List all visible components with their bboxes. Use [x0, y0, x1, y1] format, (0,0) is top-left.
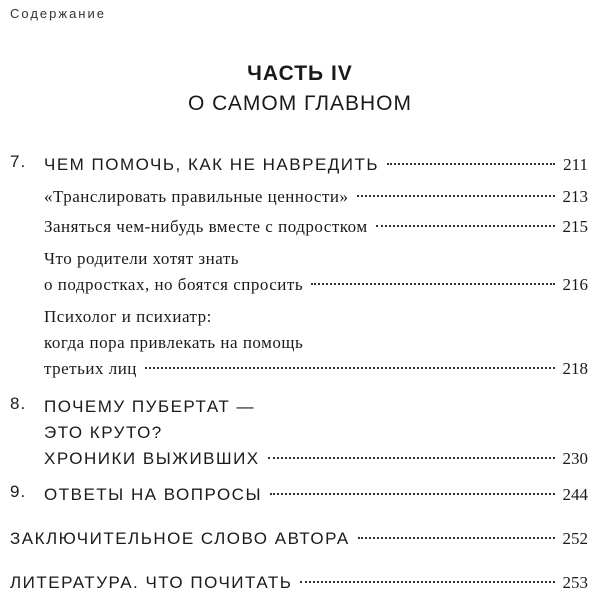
page-number: 216	[562, 275, 588, 294]
page-number: 215	[562, 217, 588, 236]
toc-entry-title: ЗАКЛЮЧИТЕЛЬНОЕ СЛОВО АВТОРА	[10, 529, 350, 548]
toc-entry-title-line: ПОЧЕМУ ПУБЕРТАТ —	[44, 397, 255, 416]
chapter-number: 8.	[10, 394, 27, 413]
page-number: 253	[562, 573, 588, 592]
toc-entry-chapter-9[interactable]	[0, 482, 600, 508]
toc-entry-title-line: третьих лиц	[44, 359, 137, 378]
toc-entry-values[interactable]	[0, 184, 600, 210]
page-number: 213	[562, 187, 588, 206]
toc-entry-chapter-7[interactable]	[0, 152, 600, 178]
toc-entry-title: «Транслировать правильные ценности»	[44, 187, 349, 206]
toc-entry-title-line: Что родители хотят знать	[44, 249, 239, 268]
toc-entry-parents-questions[interactable]	[0, 246, 600, 298]
toc-entry-afterword[interactable]	[0, 526, 600, 552]
page-number: 218	[562, 359, 588, 378]
dot-leader	[358, 537, 555, 539]
toc-entry-title-line: ЭТО КРУТО?	[44, 423, 163, 442]
dot-leader	[311, 283, 554, 285]
toc-entry-title: ОТВЕТЫ НА ВОПРОСЫ	[44, 485, 263, 504]
page-number: 230	[562, 449, 588, 468]
toc-entry-together[interactable]	[0, 214, 600, 240]
page-number: 252	[562, 529, 588, 548]
chapter-number: 9.	[10, 482, 27, 501]
running-head: Содержание	[10, 6, 106, 21]
dot-leader	[357, 195, 555, 197]
toc-entry-psychologist[interactable]	[0, 304, 600, 382]
page-number: 244	[562, 485, 588, 504]
toc-entry-title-line: когда пора привлекать на помощь	[44, 333, 304, 352]
toc-entry-title-line: ХРОНИКИ ВЫЖИВШИХ	[44, 449, 260, 468]
toc-entry-title: ЧЕМ ПОМОЧЬ, КАК НЕ НАВРЕДИТЬ	[44, 155, 380, 174]
dot-leader	[145, 367, 555, 369]
dot-leader	[376, 225, 555, 227]
dot-leader	[387, 163, 555, 165]
dot-leader	[270, 493, 554, 495]
toc-entry-title-line: Психолог и психиатр:	[44, 307, 212, 326]
dot-leader	[300, 581, 554, 583]
toc-entry-title: ЛИТЕРАТУРА. ЧТО ПОЧИТАТЬ	[10, 573, 293, 592]
toc-entry-chapter-8[interactable]	[0, 394, 600, 472]
page-number: 211	[563, 155, 588, 174]
part-title: ЧАСТЬ IV	[247, 62, 353, 85]
toc-entry-literature[interactable]	[0, 570, 600, 596]
chapter-number: 7.	[10, 152, 27, 171]
toc-entry-title-line: о подростках, но боятся спросить	[44, 275, 304, 294]
dot-leader	[268, 457, 555, 459]
part-subtitle: О САМОМ ГЛАВНОМ	[187, 92, 412, 115]
toc-entry-title: Заняться чем-нибудь вместе с подростком	[44, 217, 368, 236]
